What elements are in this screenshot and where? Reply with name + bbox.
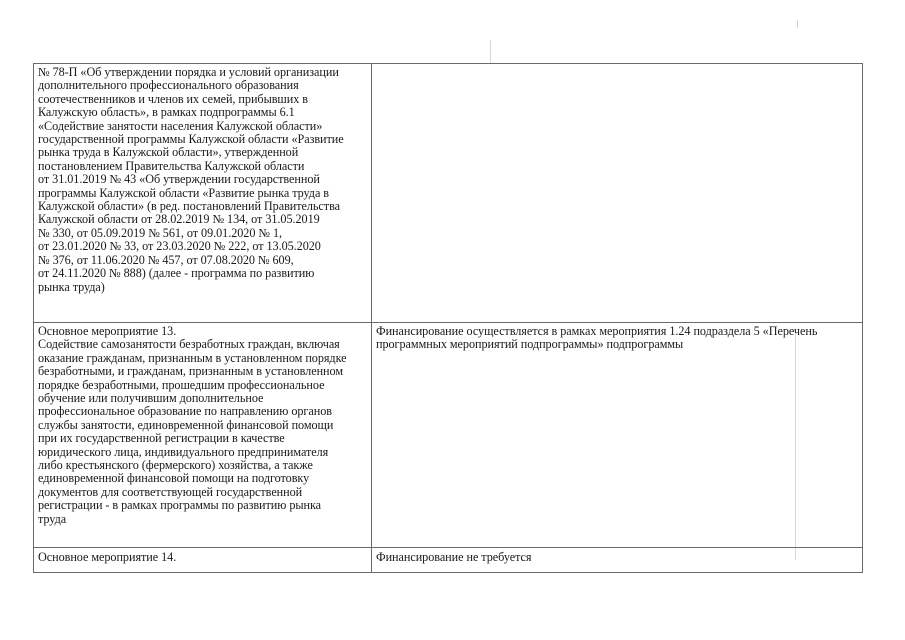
table-cell-right: Финансирование не требуется (372, 548, 863, 573)
table-row (34, 548, 863, 573)
table-cell-left: № 78-П «Об утверждении порядка и условий организации дополнительного профессионального образования соотечественников и членов их семей, прибывших в Калужскую область», в рамках подпрограммы 6.1 «Содействие занятости населения Калужской области» государственной программы Калужской области «Развитие рынка труда в Калужской области», утвержденной постановлением Правительства Калужской области от 31.01.2019 № 43 «Об утверждении государственной программы Калужской области «Развитие рынка труда в Калужской области» (в ред. постановлений Правительства Калужской области от 28.02.2019 № 134, от 31.05.2019 № 330, от 05.09.2019 № 561, от 09.01.2020 № 1, от 23.01.2020 № 33, от 23.03.2020 № 222, от 13.05.2020 № 376, от 11.06.2020 № 457, от 07.08.2020 № 609, от 24.11.2020 № 888) (далее - программа по развитию рынка труда) (34, 64, 372, 323)
table-row (34, 323, 863, 548)
scan-artifact-line (490, 40, 491, 64)
table-cell-left: Основное мероприятие 13. Содействие самозанятости безработных граждан, включая оказание гражданам, признанным в установленном порядке безработными, и гражданам, признанным в установленном порядке безработными, прошедшим профессиональное обучение или получившим дополнительное профессиональное образование по направлению органов службы занятости, единовременной финансовой помощи при их государственной регистрации в качестве юридического лица, индивидуального предпринимателя либо крестьянского (фермерского) хозяйства, а также единовременной финансовой помощи на подготовку документов для соответствующей государственной регистрации - в рамках программы по развитию рынка труда (34, 323, 372, 548)
table-cell-left: Основное мероприятие 14. (34, 548, 372, 573)
document-table (33, 63, 863, 573)
scan-artifact-line (797, 20, 798, 28)
table-row (34, 64, 863, 323)
table-cell-right (372, 64, 863, 323)
table-cell-right: Финансирование осуществляется в рамках мероприятия 1.24 подраздела 5 «Перечень программных мероприятий подпрограммы» подпрограммы (372, 323, 863, 548)
